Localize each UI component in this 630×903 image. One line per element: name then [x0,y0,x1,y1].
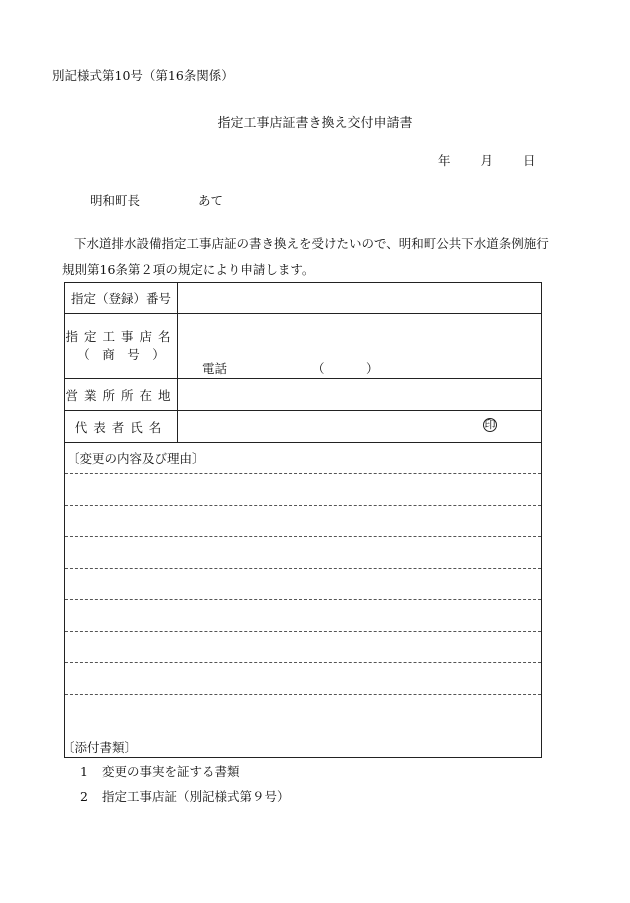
office-address-label: 営業所所在地 [65,379,178,411]
application-table [64,282,542,758]
attachments-heading: 〔添付書類〕 [62,740,138,755]
dashed-line [65,505,541,506]
attachment-item-number: 2 [80,789,88,804]
row-contractor-name [65,314,542,379]
row-registration-number [65,283,542,314]
dashed-line [65,599,541,600]
dashed-line [65,568,541,569]
form-number: 別記様式第10号（第16条関係） [52,68,234,83]
contractor-name-label-line2: （ 商 号 ） [77,347,165,362]
phone-paren-close: ） [366,361,379,376]
registration-number-label: 指定（登録）番号 [65,283,178,314]
addressee [90,191,223,209]
registration-number-field[interactable] [178,283,542,314]
dashed-line [65,662,541,663]
attachment-item [80,787,290,805]
change-reason-field[interactable] [65,443,542,758]
representative-field[interactable] [178,411,542,443]
attachment-item [80,762,240,780]
dashed-line [65,473,541,474]
contractor-name-label-line1: 指定工事店名 [65,329,177,344]
body-text: 下水道排水設備指定工事店証の書き換えを受けたいので、明和町公共下水道条例施行規則第16条第２項の規定により申請します。 [62,236,549,277]
phone-label: 電話 [202,361,228,376]
representative-label: 代表者氏名 [65,411,178,443]
attachment-item-number: 1 [80,764,88,779]
dashed-line [65,694,541,695]
seal-mark: 印 [484,418,496,431]
attachment-item-text: 指定工事店証（別記様式第９号） [102,789,290,804]
attachment-item-text: 変更の事実を証する書類 [102,764,240,779]
dashed-line [65,536,541,537]
date-line [438,151,536,169]
contractor-name-label [65,314,178,379]
date-day: 日 [523,153,536,168]
row-change-reason [65,443,542,758]
addressee-name: 明和町長 [90,193,141,208]
addressee-to: あて [198,193,224,208]
row-office-address [65,379,542,411]
change-reason-label: 〔変更の内容及び理由〕 [67,451,205,466]
document-title: 指定工事店証書き換え交付申請書 [217,116,413,131]
dashed-line [65,631,541,632]
contractor-name-field[interactable] [178,314,542,379]
office-address-field[interactable] [178,379,542,411]
date-year: 年 [438,153,451,168]
row-representative [65,411,542,443]
date-month: 月 [480,153,494,168]
phone-paren-open: （ [312,361,325,376]
